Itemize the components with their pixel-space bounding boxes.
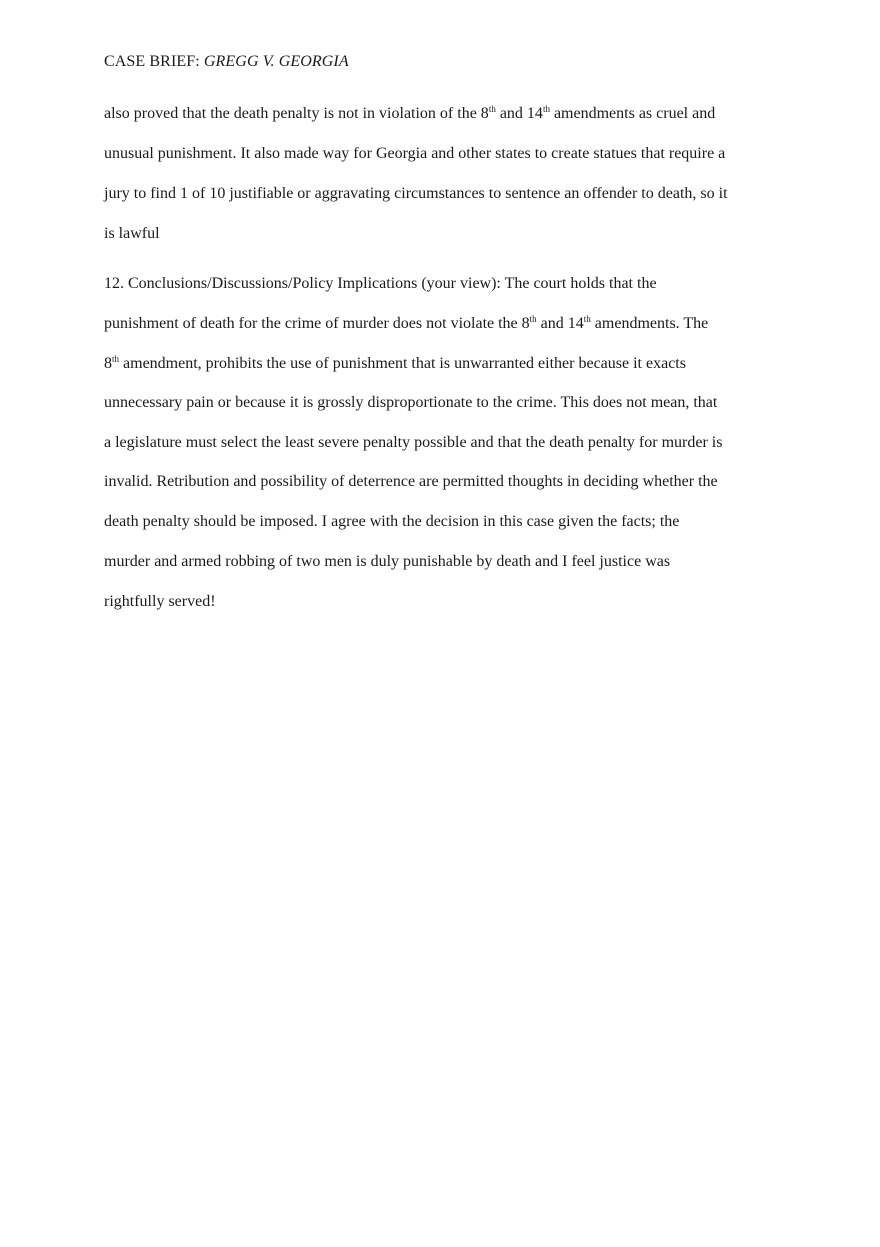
text-line (104, 104, 715, 124)
text-span: punishment of death for the crime of murder does not violate the 8 (104, 315, 530, 332)
text-line: is lawful (104, 225, 160, 242)
superscript: th (112, 354, 120, 364)
text-span: also proved that the death penalty is not in violation of the 8 (104, 105, 489, 122)
text-span: amendments as cruel and (549, 105, 716, 122)
superscript: th (542, 104, 550, 114)
text-line: jury to find 1 of 10 justifiable or aggravating circumstances to sentence an offender to death, so it (104, 185, 728, 202)
superscript: th (529, 314, 537, 324)
text-span: and 14 (536, 315, 584, 332)
text-line: rightfully served! (104, 593, 216, 610)
text-line: death penalty should be imposed. I agree with the decision in this case given the facts; the (104, 513, 680, 530)
text-line: 12. Conclusions/Discussions/Policy Implications (your view): The court holds that the (104, 275, 657, 292)
header-case-name: GREGG V. GEORGIA (203, 53, 349, 70)
text-span: amendment, prohibits the use of punishment that is unwarranted either because it exacts (119, 355, 686, 372)
superscript: th (583, 314, 591, 324)
text-line: a legislature must select the least severe penalty possible and that the death penalty for murder is (104, 434, 723, 451)
text-span: 8 (104, 355, 112, 372)
text-line (104, 354, 686, 374)
text-span: amendments. The (590, 315, 709, 332)
header-prefix: CASE BRIEF: (104, 53, 204, 70)
text-line: murder and armed robbing of two men is duly punishable by death and I feel justice was (104, 553, 671, 570)
text-line: unusual punishment. It also made way for Georgia and other states to create statues that require a (104, 145, 726, 162)
running-header (104, 52, 349, 72)
text-span: and 14 (495, 105, 543, 122)
text-line: unnecessary pain or because it is grossly disproportionate to the crime. This does not mean, that (104, 394, 718, 411)
text-line (104, 314, 708, 334)
text-line: invalid. Retribution and possibility of deterrence are permitted thoughts in deciding whether the (104, 473, 718, 490)
superscript: th (488, 104, 496, 114)
